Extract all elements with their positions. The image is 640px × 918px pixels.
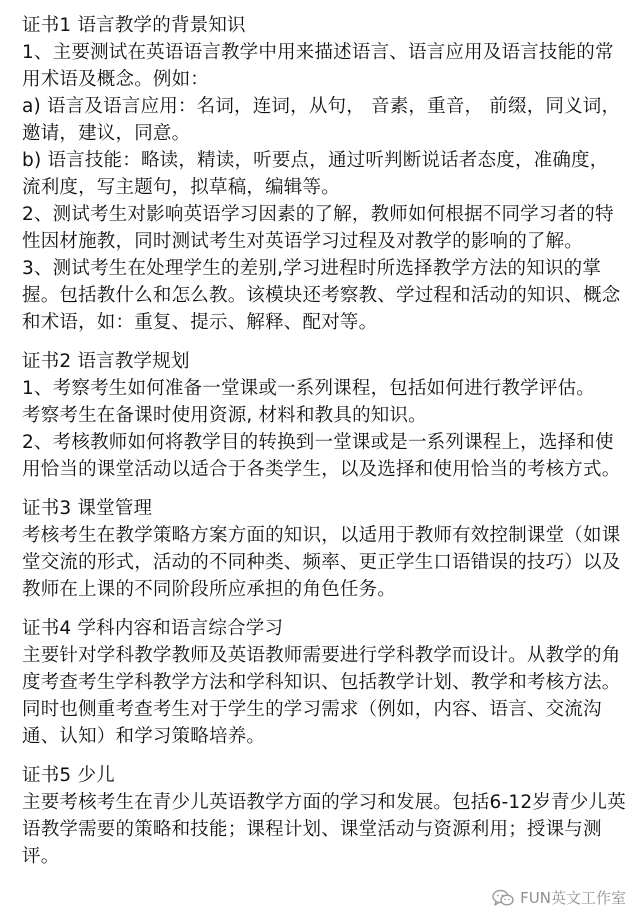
text-line: 度考查考生学科教学方法和学科知识、包括教学计划、教学和考核方法。 [22, 672, 621, 693]
watermark [492, 887, 626, 908]
text-line: 通、认知）和学习策略培养。 [22, 726, 266, 747]
section-certificate-5 [22, 762, 628, 870]
text-line: 考核考生在教学策略方案方面的知识，以适用于教师有效控制课堂（如课 [22, 525, 621, 546]
text-line: a) 语言及语言应用：名词，连词，从句， 音素，重音， 前缀，同义词， [22, 96, 621, 117]
section-certificate-2 [22, 348, 628, 483]
text-line: 流利度，写主题句，拟草稿，编辑等。 [22, 177, 340, 198]
watermark-text: FUN英文工作室 [520, 889, 626, 907]
text-line: 2、测试考生对影响英语学习因素的了解，教师如何根据不同学习者的特 [22, 204, 614, 225]
text-line: b) 语言技能：略读，精读，听要点，通过听判断说话者态度，准确度， [22, 150, 609, 171]
document-body [22, 12, 628, 870]
text-line: 教师在上课的不同阶段所应承担的角色任务。 [22, 579, 397, 600]
text-line: 主要考核考生在青少儿英语教学方面的学习和发展。包括6-12岁青少儿英 [22, 792, 626, 813]
section-heading: 证书3 课堂管理 [22, 498, 153, 519]
section-heading: 证书5 少儿 [22, 765, 115, 786]
wechat-icon [492, 889, 514, 907]
section-certificate-1 [22, 12, 628, 336]
text-line: 2、考核教师如何将教学目的转换到一堂课或是一系列课程上，选择和使 [22, 432, 614, 453]
text-line: 用恰当的课堂活动以适合于各类学生，以及选择和使用恰当的考核方式。 [22, 459, 621, 480]
text-line: 握。包括教什么和怎么教。该模块还考察教、学过程和活动的知识、概念 [22, 285, 621, 306]
text-line: 和术语，如：重复、提示、解释、配对等。 [22, 312, 378, 333]
section-certificate-3 [22, 495, 628, 603]
text-line: 1、考察考生如何准备一堂课或一系列课程，包括如何进行教学评估。 [22, 378, 595, 399]
text-line: 1、主要测试在英语语言教学中用来描述语言、语言应用及语言技能的常 [22, 42, 614, 63]
text-line: 语教学需要的策略和技能；课程计划、课堂活动与资源利用；授课与测 [22, 819, 602, 840]
text-line: 用术语及概念。例如： [22, 69, 210, 90]
text-line: 性因材施教，同时测试考生对英语学习过程及对教学的影响的了解。 [22, 231, 584, 252]
text-line: 同时也侧重考查考生对于学生的学习需求（例如，内容、语言、交流沟 [22, 699, 602, 720]
text-line: 堂交流的形式，活动的不同种类、频率、更正学生口语错误的技巧）以及 [22, 552, 621, 573]
section-certificate-4 [22, 615, 628, 750]
section-heading: 证书1 语言教学的背景知识 [22, 15, 246, 36]
section-heading: 证书4 学科内容和语言综合学习 [22, 618, 284, 639]
text-line: 考察考生在备课时使用资源, 材料和教具的知识。 [22, 405, 427, 426]
section-heading: 证书2 语言教学规划 [22, 351, 190, 372]
text-line: 邀请，建议，同意。 [22, 123, 191, 144]
text-line: 主要针对学科教学教师及英语教师需要进行学科教学而设计。从教学的角 [22, 645, 621, 666]
text-line: 3、测试考生在处理学生的差别,学习进程时所选择教学方法的知识的掌 [22, 258, 602, 279]
text-line: 评。 [22, 846, 60, 867]
